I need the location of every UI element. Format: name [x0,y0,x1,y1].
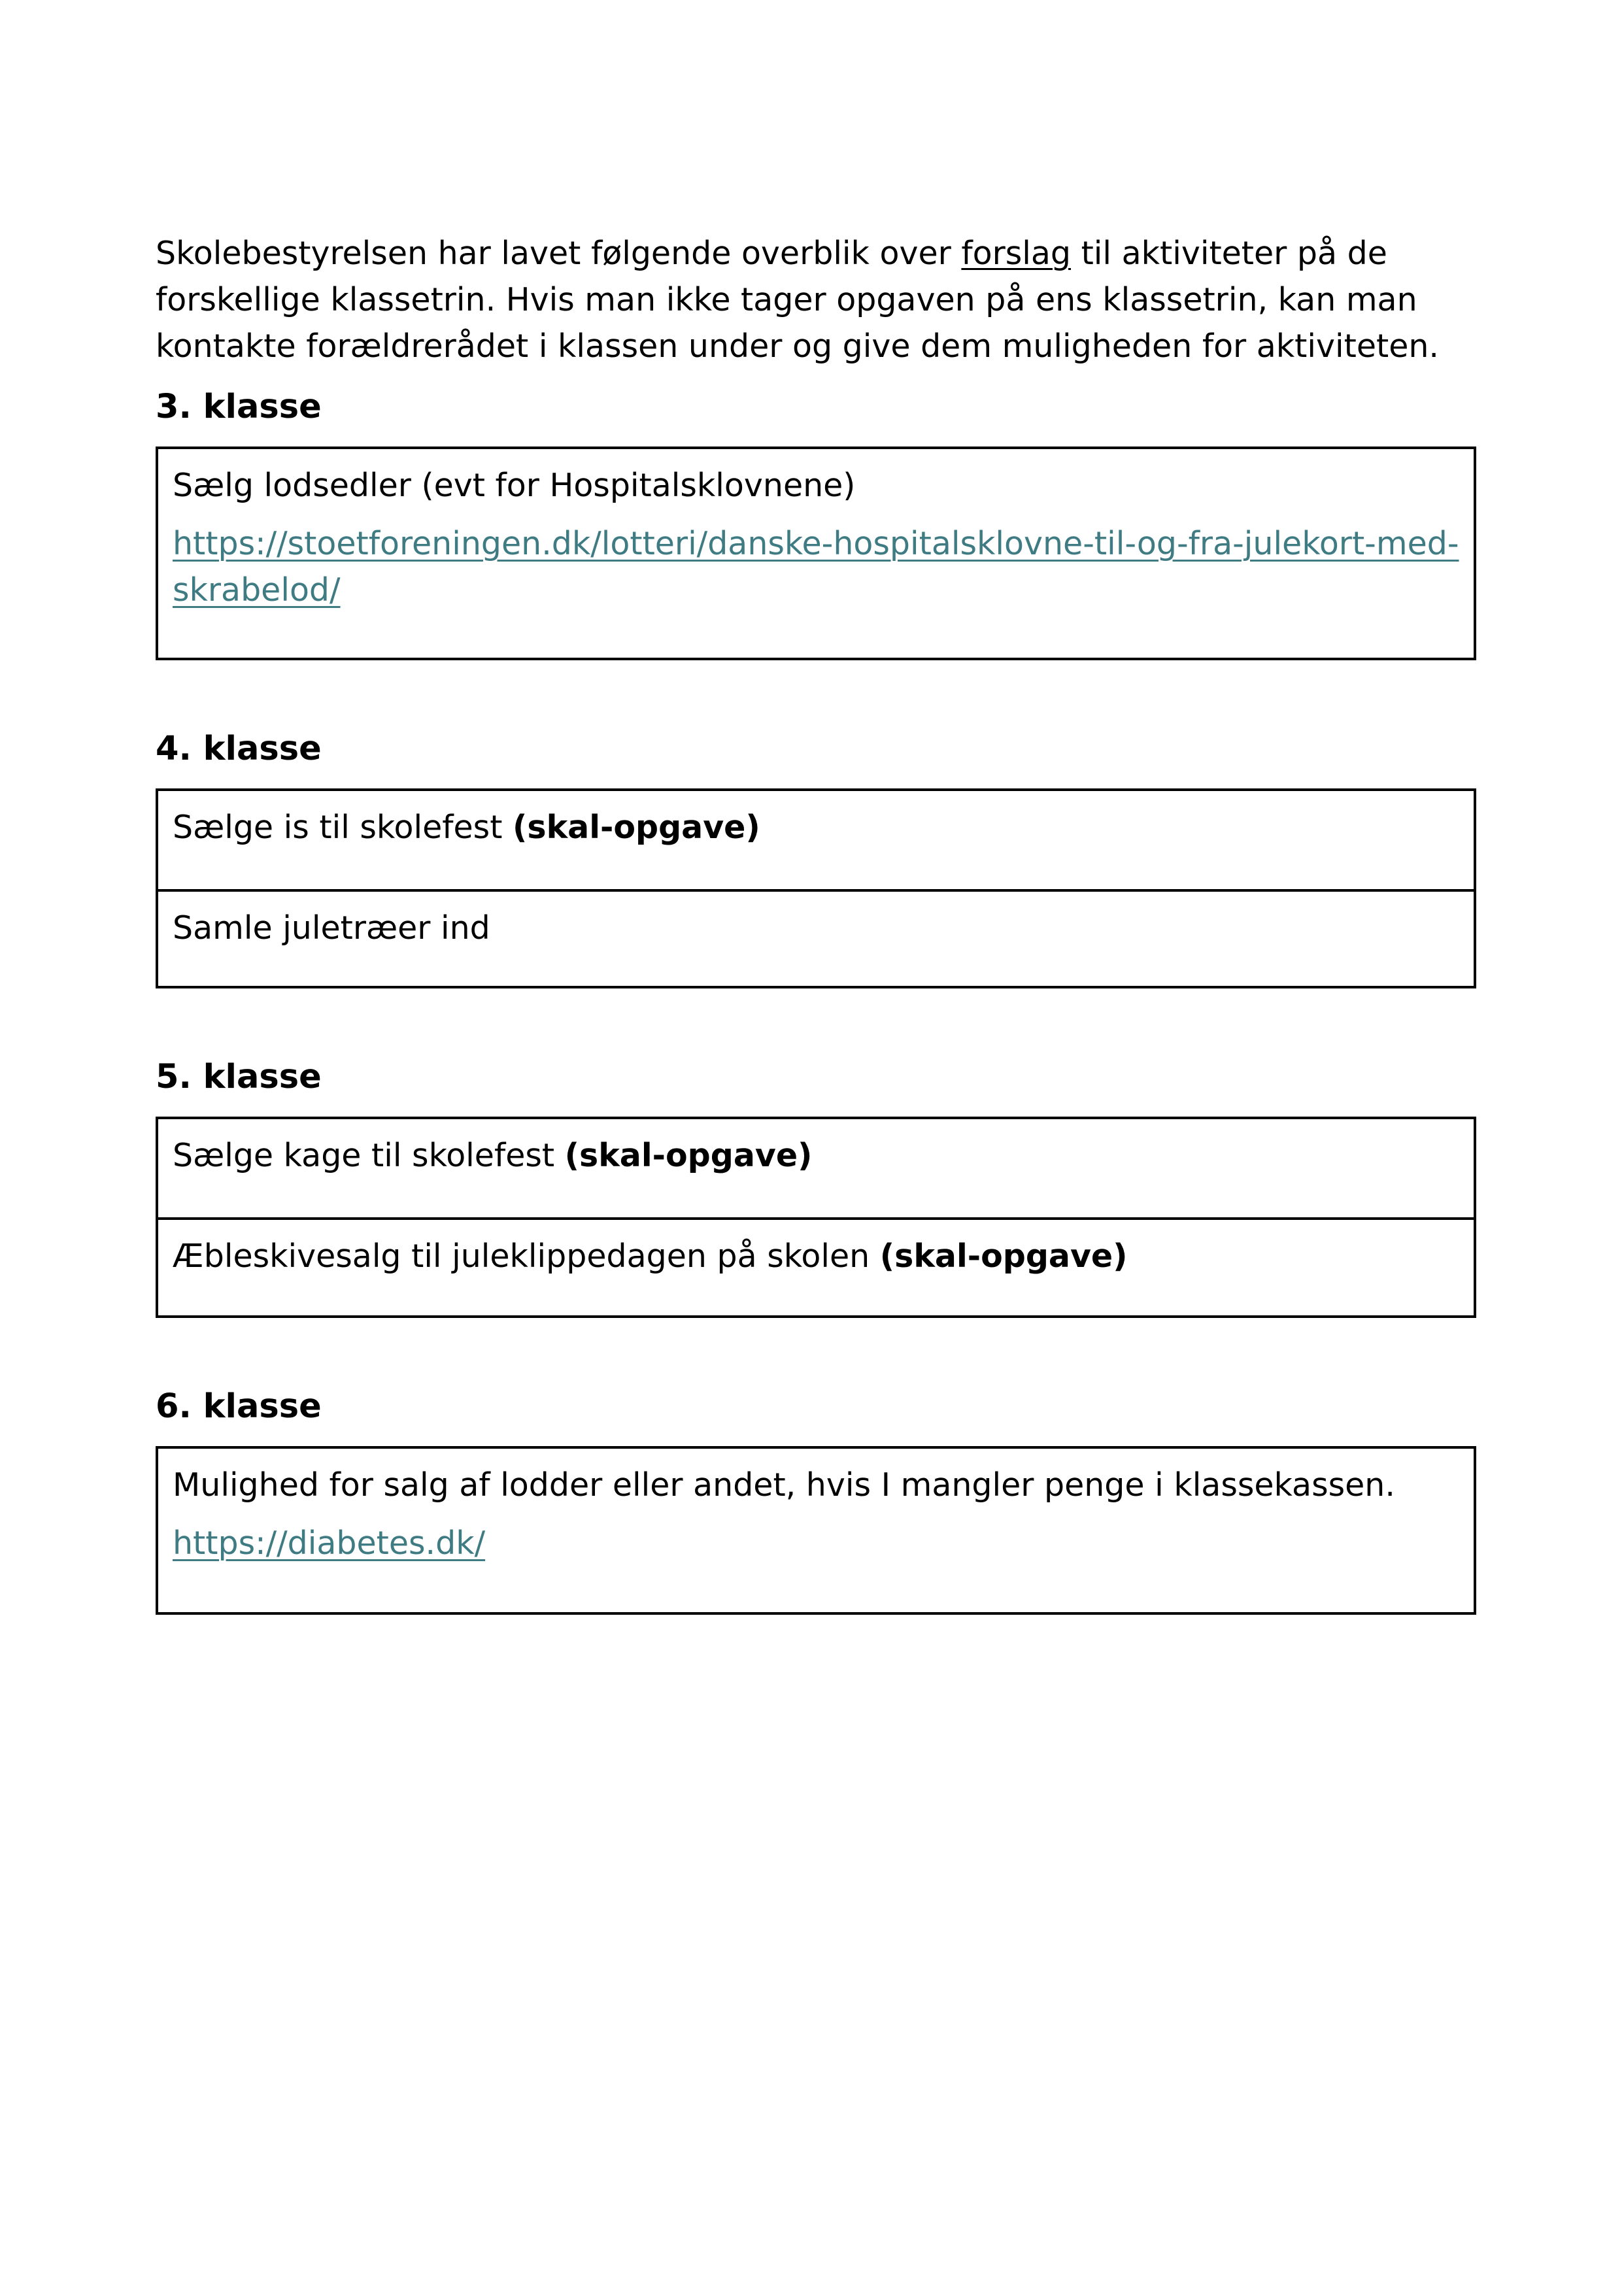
section-heading-5-klasse: 5. klasse [156,1058,322,1096]
row-text [173,1132,1459,1179]
intro-paragraph [156,230,1476,369]
row-text: Mulighed for salg af lodder eller andet, hvis I mangler penge i klassekassen. [173,1466,1395,1504]
table-3-klasse [156,447,1476,660]
row-text [173,1233,1459,1279]
table-row [158,1217,1474,1315]
section-heading-6-klasse: 6. klasse [156,1387,322,1426]
table-5-klasse [156,1117,1476,1318]
table-row [158,791,1474,889]
section-heading-3-klasse: 3. klasse [156,388,322,426]
table-row [158,449,1474,632]
stoetforeningen-link[interactable]: https://stoetforeningen.dk/lotteri/danske-hospitalsklovne-til-og-fra-julekort-med-skrabelod/ [173,525,1459,609]
table-4-klasse [156,788,1476,988]
section-heading-4-klasse: 4. klasse [156,730,322,768]
table-row [158,1449,1474,1585]
document-page [156,230,1476,1615]
row-text: Sælg lodsedler (evt for Hospitalsklovnene) [173,467,856,504]
intro-text-before: Skolebestyrelsen har lavet følgende overblik over [156,235,962,272]
row-text-bold: (skal-opgave) [513,809,760,846]
row-text-bold: (skal-opgave) [564,1137,813,1174]
table-row [158,889,1474,986]
row-text: Samle juletræer ind [173,909,490,947]
diabetes-link[interactable]: https://diabetes.dk/ [173,1525,486,1562]
row-text-plain: Æbleskivesalg til juleklippedagen på skolen [173,1238,880,1275]
row-text-plain: Sælge is til skolefest [173,809,513,846]
row-text-bold: (skal-opgave) [879,1238,1128,1275]
table-row [158,1119,1474,1217]
row-text-plain: Sælge kage til skolefest [173,1137,565,1174]
intro-text-after: til aktiviteter på de forskellige klassetrin. Hvis man ikke tager opgaven på ens klassetrin, kan man kontakte forældrerådet i klassen under og give dem muligheden for aktiviteten. [156,235,1439,365]
table-6-klasse [156,1446,1476,1615]
intro-underlined-word: forslag [961,235,1072,272]
row-text [173,804,1459,851]
